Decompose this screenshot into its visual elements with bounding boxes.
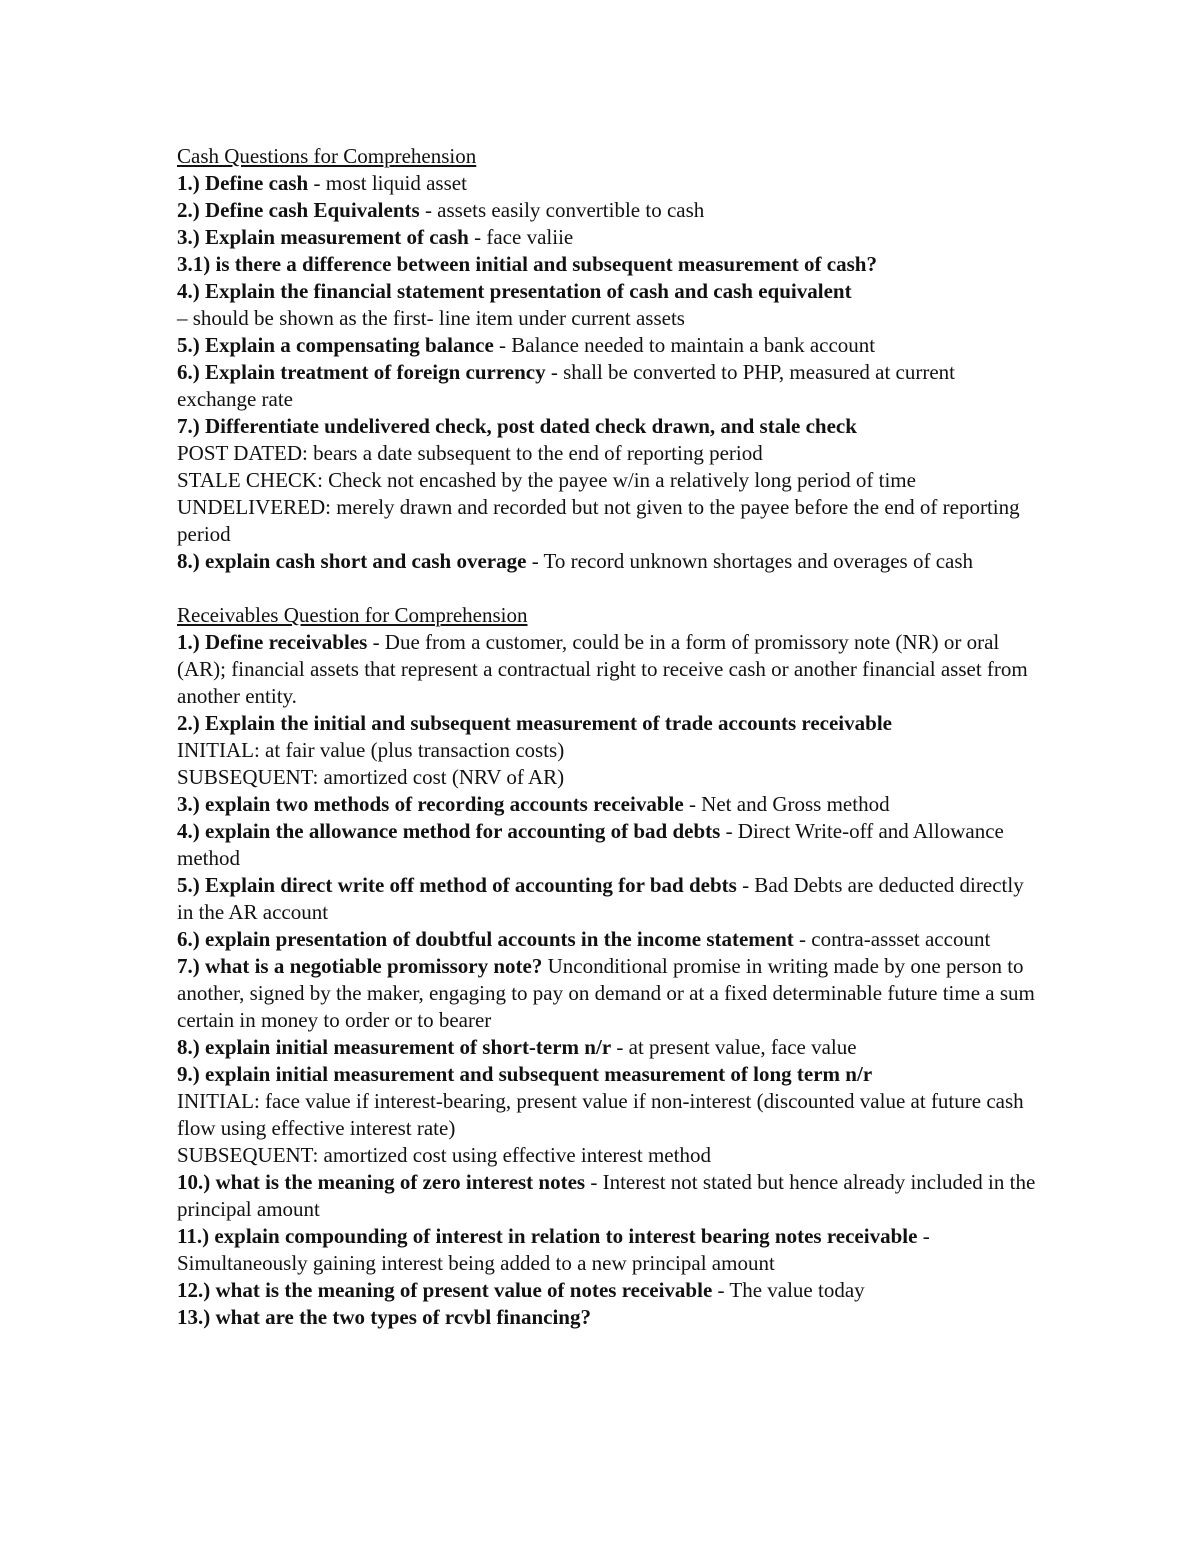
- question-number: 6.): [177, 360, 200, 384]
- question-number: 13.): [177, 1305, 211, 1329]
- answer-text: - contra-assset account: [793, 927, 991, 951]
- question-number: 4.): [177, 819, 200, 843]
- question-text: Explain a compensating balance: [205, 333, 494, 357]
- answer-text: - Simultaneously gaining interest being added to a new principal amount: [177, 1224, 930, 1275]
- question-text: Explain treatment of foreign currency: [205, 360, 546, 384]
- question-item: [177, 359, 1037, 413]
- question-item: [177, 305, 1037, 332]
- question-text: Explain the financial statement presentation of cash and cash equivalent: [205, 279, 852, 303]
- question-item: [177, 494, 1037, 548]
- answer-text: INITIAL: at fair value (plus transaction costs): [177, 738, 565, 762]
- question-text: explain compounding of interest in relation to interest bearing notes receivable: [214, 1224, 918, 1248]
- question-item: [177, 710, 1037, 737]
- question-number: 11.): [177, 1224, 210, 1248]
- question-text: Explain measurement of cash: [205, 225, 469, 249]
- question-item: [177, 1034, 1037, 1061]
- question-text: what is a negotiable promissory note?: [205, 954, 543, 978]
- question-text: Define receivables: [205, 630, 368, 654]
- question-item: [177, 224, 1037, 251]
- question-text: what is the meaning of present value of notes receivable: [215, 1278, 713, 1302]
- question-item: [177, 1088, 1037, 1142]
- question-item: [177, 278, 1037, 305]
- answer-text: - most liquid asset: [308, 171, 467, 195]
- question-number: 1.): [177, 171, 200, 195]
- question-text: explain initial measurement of short-term n/r: [205, 1035, 612, 1059]
- section-spacer: [177, 575, 1037, 602]
- document-page: [177, 143, 1037, 1331]
- question-text: explain two methods of recording accounts receivable: [205, 792, 684, 816]
- section-heading: Receivables Question for Comprehension: [177, 603, 528, 627]
- question-item: [177, 1277, 1037, 1304]
- question-item: [177, 548, 1037, 575]
- question-item: [177, 764, 1037, 791]
- question-item: [177, 170, 1037, 197]
- receivables-question-list: [177, 629, 1037, 1331]
- question-item: [177, 197, 1037, 224]
- question-number: 10.): [177, 1170, 211, 1194]
- question-text: what are the two types of rcvbl financing?: [215, 1305, 591, 1329]
- question-text: explain initial measurement and subsequent measurement of long term n/r: [205, 1062, 873, 1086]
- question-number: 7.): [177, 954, 200, 978]
- question-number: 7.): [177, 414, 200, 438]
- question-item: [177, 1304, 1037, 1331]
- question-number: 12.): [177, 1278, 211, 1302]
- question-number: 5.): [177, 333, 200, 357]
- question-item: [177, 953, 1037, 1034]
- question-item: [177, 1223, 1037, 1277]
- question-text: Define cash: [205, 171, 309, 195]
- question-number: 6.): [177, 927, 200, 951]
- answer-text: - Bad Debts are deducted directly in the AR account: [177, 873, 1024, 924]
- answer-text: - The value today: [712, 1278, 865, 1302]
- answer-text: POST DATED: bears a date subsequent to the end of reporting period: [177, 441, 763, 465]
- question-number: 3.): [177, 792, 200, 816]
- answer-text: - at present value, face value: [611, 1035, 857, 1059]
- question-item: [177, 1061, 1037, 1088]
- question-item: [177, 332, 1037, 359]
- question-number: 2.): [177, 711, 200, 735]
- question-item: [177, 818, 1037, 872]
- answer-text: UNDELIVERED: merely drawn and recorded but not given to the payee before the end of reporting period: [177, 495, 1020, 546]
- answer-text: SUBSEQUENT: amortized cost (NRV of AR): [177, 765, 565, 789]
- answer-text: STALE CHECK: Check not encashed by the payee w/in a relatively long period of time: [177, 468, 916, 492]
- question-number: 1.): [177, 630, 200, 654]
- cash-section: [177, 143, 1037, 575]
- question-number: 3.1): [177, 252, 211, 276]
- question-number: 8.): [177, 549, 200, 573]
- answer-text: - Direct Write-off and Allowance method: [177, 819, 1004, 870]
- answer-text: INITIAL: face value if interest-bearing, present value if non-interest (discounted value at future cash flow using effective interest rate): [177, 1089, 1024, 1140]
- question-text: explain the allowance method for accounting of bad debts: [205, 819, 721, 843]
- question-text: Explain the initial and subsequent measurement of trade accounts receivable: [205, 711, 892, 735]
- question-number: 8.): [177, 1035, 200, 1059]
- section-heading: Cash Questions for Comprehension: [177, 144, 477, 168]
- answer-text: Unconditional promise in writing made by one person to another, signed by the maker, engaging to pay on demand or at a fixed determinable future time a sum certain in money to order or to bearer: [177, 954, 1035, 1032]
- answer-text: - shall be converted to PHP, measured at current exchange rate: [177, 360, 956, 411]
- question-number: 2.): [177, 198, 200, 222]
- question-item: [177, 251, 1037, 278]
- answer-text: - Interest not stated but hence already included in the principal amount: [177, 1170, 1036, 1221]
- question-text: Define cash Equivalents: [205, 198, 420, 222]
- answer-text: SUBSEQUENT: amortized cost using effective interest method: [177, 1143, 711, 1167]
- question-item: [177, 926, 1037, 953]
- answer-text: - Net and Gross method: [683, 792, 890, 816]
- question-number: 3.): [177, 225, 200, 249]
- question-item: [177, 629, 1037, 710]
- question-item: [177, 1142, 1037, 1169]
- question-item: [177, 872, 1037, 926]
- question-item: [177, 1169, 1037, 1223]
- question-text: Differentiate undelivered check, post dated check drawn, and stale check: [205, 414, 857, 438]
- question-text: what is the meaning of zero interest notes: [215, 1170, 586, 1194]
- question-number: 4.): [177, 279, 200, 303]
- answer-text: - Due from a customer, could be in a form of promissory note (NR) or oral (AR); financial assets that represent a contractual right to receive cash or another financial asset from another entity.: [177, 630, 1028, 708]
- question-number: 5.): [177, 873, 200, 897]
- question-text: Explain direct write off method of accounting for bad debts: [205, 873, 737, 897]
- answer-text: – should be shown as the first- line item under current assets: [177, 306, 685, 330]
- question-item: [177, 737, 1037, 764]
- answer-text: - To record unknown shortages and overages of cash: [526, 549, 974, 573]
- question-text: explain cash short and cash overage: [205, 549, 527, 573]
- question-text: explain presentation of doubtful accounts in the income statement: [205, 927, 794, 951]
- question-text: is there a difference between initial and subsequent measurement of cash?: [215, 252, 877, 276]
- question-number: 9.): [177, 1062, 200, 1086]
- cash-question-list: [177, 170, 1037, 575]
- answer-text: - Balance needed to maintain a bank account: [493, 333, 876, 357]
- answer-text: - assets easily convertible to cash: [419, 198, 705, 222]
- question-item: [177, 413, 1037, 440]
- question-item: [177, 791, 1037, 818]
- receivables-section: [177, 602, 1037, 1331]
- answer-text: - face valiie: [468, 225, 574, 249]
- question-item: [177, 467, 1037, 494]
- question-item: [177, 440, 1037, 467]
